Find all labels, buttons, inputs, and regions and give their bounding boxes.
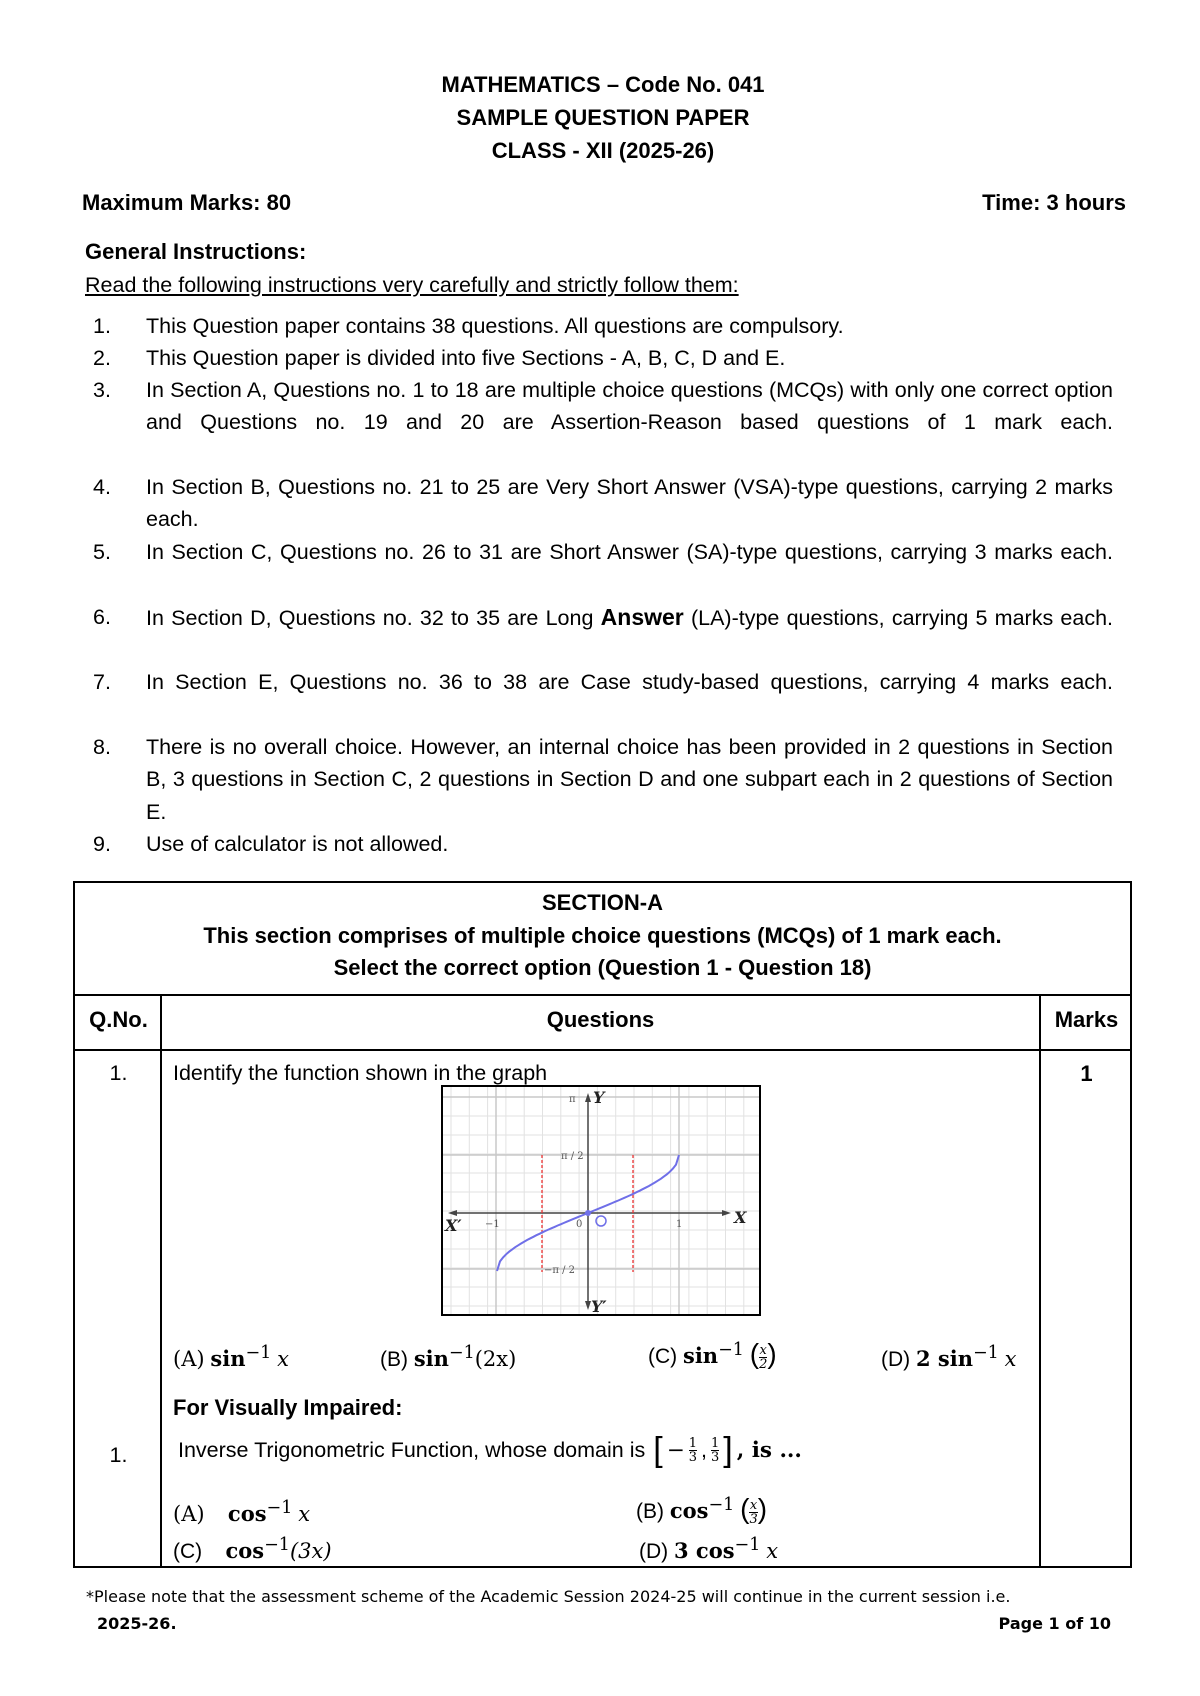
option-func: cos [669, 1498, 709, 1523]
option-func: sin [210, 1346, 246, 1371]
question-text: Identify the function shown in the graph [173, 1061, 548, 1085]
option-arg: (2x) [474, 1347, 517, 1371]
section-instruction: Select the correct option (Question 1 - Question 18) [333, 955, 872, 980]
label-x: X [734, 1208, 747, 1227]
list-item [93, 310, 1113, 342]
question-number: 1. [109, 1443, 128, 1467]
question-marks: 1 [1080, 1061, 1093, 1086]
item-text: There is no overall choice. However, an internal choice has been provided in 2 questions in Section B, 3 questions in Section C, 2 questions in Section D and one subpart each in 2 questions of Section E. [146, 735, 1113, 824]
item-text [146, 601, 1113, 666]
list-item [93, 828, 1113, 860]
numerator: 1 [688, 1436, 697, 1451]
item-number: 9. [93, 832, 111, 856]
item-number: 8. [93, 735, 111, 759]
header-questions: Questions [546, 1007, 655, 1032]
section-title: SECTION-A [542, 890, 663, 915]
label-minus-pi-half: −π / 2 [544, 1265, 576, 1276]
fraction [711, 1437, 719, 1464]
option-label: (C) [648, 1345, 678, 1368]
option-sup: −1 [973, 1343, 999, 1363]
footer-note: *Please note that the assessment scheme of the Academic Session 2024-25 will continue in the current session i.e. [86, 1587, 1011, 1606]
list-item [93, 374, 1113, 471]
option-var: x [766, 1539, 779, 1563]
minus-sign: − [666, 1438, 685, 1463]
denominator: 3 [710, 1450, 720, 1465]
denominator: 2 [759, 1356, 768, 1372]
item-text: In Section A, Questions no. 1 to 18 are multiple choice questions (MCQs) with only one correct option and Questions no. 19 and 20 are Assertion-Reason based questions of 1 mark each. [146, 378, 1113, 435]
list-item [93, 342, 1113, 374]
option-var: x [1004, 1347, 1017, 1371]
option-label: (D) [639, 1540, 669, 1563]
paper-class: CLASS - XII (2025-26) [491, 138, 715, 163]
paper-title: MATHEMATICS – Code No. 041 [441, 72, 765, 97]
item-text: Use of calculator is not allowed. [146, 832, 449, 856]
label-zero: 0 [576, 1219, 583, 1230]
section-header [75, 887, 1130, 985]
header-marks: Marks [1054, 1007, 1119, 1032]
header-qno: Q.No. [89, 1007, 148, 1032]
option-label: (B) [636, 1500, 664, 1523]
list-item [93, 536, 1113, 601]
divider [75, 1049, 1130, 1051]
option-sup: −1 [718, 1340, 744, 1360]
option-sup: −1 [708, 1495, 735, 1515]
item-text: In Section B, Questions no. 21 to 25 are Very Short Answer (VSA)-type questions, carrying 2 marks each. [146, 475, 1113, 532]
question-text-end: , is ... [736, 1438, 802, 1463]
maximum-marks: Maximum Marks: 80 [82, 190, 292, 215]
item-number: 3. [93, 378, 111, 402]
option-var: x [298, 1502, 311, 1526]
option-sup: −1 [266, 1498, 293, 1518]
option-sup: −1 [264, 1535, 290, 1555]
numerator: x [759, 1342, 767, 1358]
item-text: In Section C, Questions no. 26 to 31 are Short Answer (SA)-type questions, carrying 3 marks each. [146, 540, 1113, 564]
option-label: (D) [881, 1348, 911, 1371]
item-number: 1. [93, 314, 111, 338]
item-number: 7. [93, 670, 111, 694]
option-label: (A) [173, 1347, 205, 1371]
list-item [93, 601, 1113, 666]
option-sup: −1 [734, 1535, 761, 1555]
item-text-bold: Answer [600, 604, 684, 630]
paper-subtitle: SAMPLE QUESTION PAPER [456, 105, 750, 130]
label-pi: π [569, 1094, 576, 1105]
vi-question-text: Inverse Trigonometric Function, whose domain is [ − $\frac{1}{3}$ , $\frac{1}{3}$ ] , is ... [178, 1431, 802, 1469]
divider [75, 994, 1130, 996]
vi-option-c [173, 1535, 332, 1564]
item-text-part: In Section D, Questions no. 32 to 35 are Long [146, 606, 601, 630]
item-text: In Section E, Questions no. 36 to 38 are Case study-based questions, carrying 4 marks each. [146, 670, 1113, 694]
time-allowed: Time: 3 hours [982, 190, 1126, 215]
visually-impaired-heading: For Visually Impaired: [173, 1395, 403, 1420]
fraction [749, 1499, 757, 1526]
option-sup: −1 [245, 1343, 272, 1363]
instructions-title: General Instructions: [85, 239, 307, 264]
label-pi-half: π / 2 [561, 1151, 584, 1162]
origin-point [585, 1210, 591, 1216]
item-text: This Question paper is divided into five Sections - A, B, C, D and E. [146, 346, 786, 370]
vi-option-a [173, 1498, 310, 1527]
option-sup: −1 [448, 1343, 475, 1363]
list-item [93, 666, 1113, 731]
option-func: 3 cos [674, 1538, 735, 1563]
label-y: Y [593, 1088, 605, 1107]
denominator: 3 [688, 1450, 697, 1465]
label-y-prime: Y′ [591, 1297, 607, 1316]
option-label: (A) [173, 1502, 205, 1526]
label-x-prime: X′ [445, 1216, 462, 1235]
item-number: 2. [93, 346, 111, 370]
option-func: 2 sin [916, 1346, 973, 1371]
option-label: (B) [380, 1348, 408, 1371]
vi-option-d [639, 1535, 778, 1564]
question-number: 1. [109, 1061, 128, 1085]
item-text: This Question paper contains 38 questions. All questions are compulsory. [146, 314, 844, 338]
item-number: 4. [93, 475, 111, 499]
label-one: 1 [676, 1219, 683, 1230]
section-a-table [73, 881, 1132, 1568]
item-number: 6. [93, 605, 111, 629]
label-minus-one: −1 [485, 1219, 500, 1230]
numerator: x [749, 1497, 758, 1513]
option-var: x [277, 1347, 289, 1371]
numerator: 1 [710, 1436, 720, 1451]
option-a [173, 1343, 289, 1372]
denominator: 3 [749, 1511, 758, 1527]
item-text-part: (LA)-type questions, carrying 5 marks each. [683, 606, 1113, 630]
list-item [93, 731, 1113, 828]
option-b [380, 1343, 516, 1372]
vi-option-b: (B) $\cos^{-1}$ ( $\frac{x}{3}$ ) [636, 1493, 768, 1527]
option-d [881, 1343, 1017, 1372]
option-func: cos [225, 1538, 265, 1563]
option-label: (C) [173, 1540, 203, 1563]
fraction [689, 1437, 697, 1464]
instructions-subtitle: Read the following instructions very carefully and strictly follow them: [85, 273, 739, 297]
option-arg: (3x) [289, 1539, 332, 1563]
option-func: sin [413, 1346, 449, 1371]
function-graph [441, 1085, 761, 1316]
section-description: This section comprises of multiple choice questions (MCQs) of 1 mark each. [203, 922, 1002, 948]
option-func: sin [683, 1343, 719, 1368]
footer-note-continued: 2025-26. [97, 1614, 177, 1633]
question-text: Inverse Trigonometric Function, whose domain is [178, 1438, 646, 1462]
option-c: (C) $\sin^{-1}$ ( $\frac{x}{2}$ ) [648, 1338, 777, 1372]
item-number: 5. [93, 540, 111, 564]
page-number: Page 1 of 10 [998, 1614, 1111, 1633]
list-item [93, 471, 1113, 536]
option-func: cos [227, 1501, 267, 1526]
